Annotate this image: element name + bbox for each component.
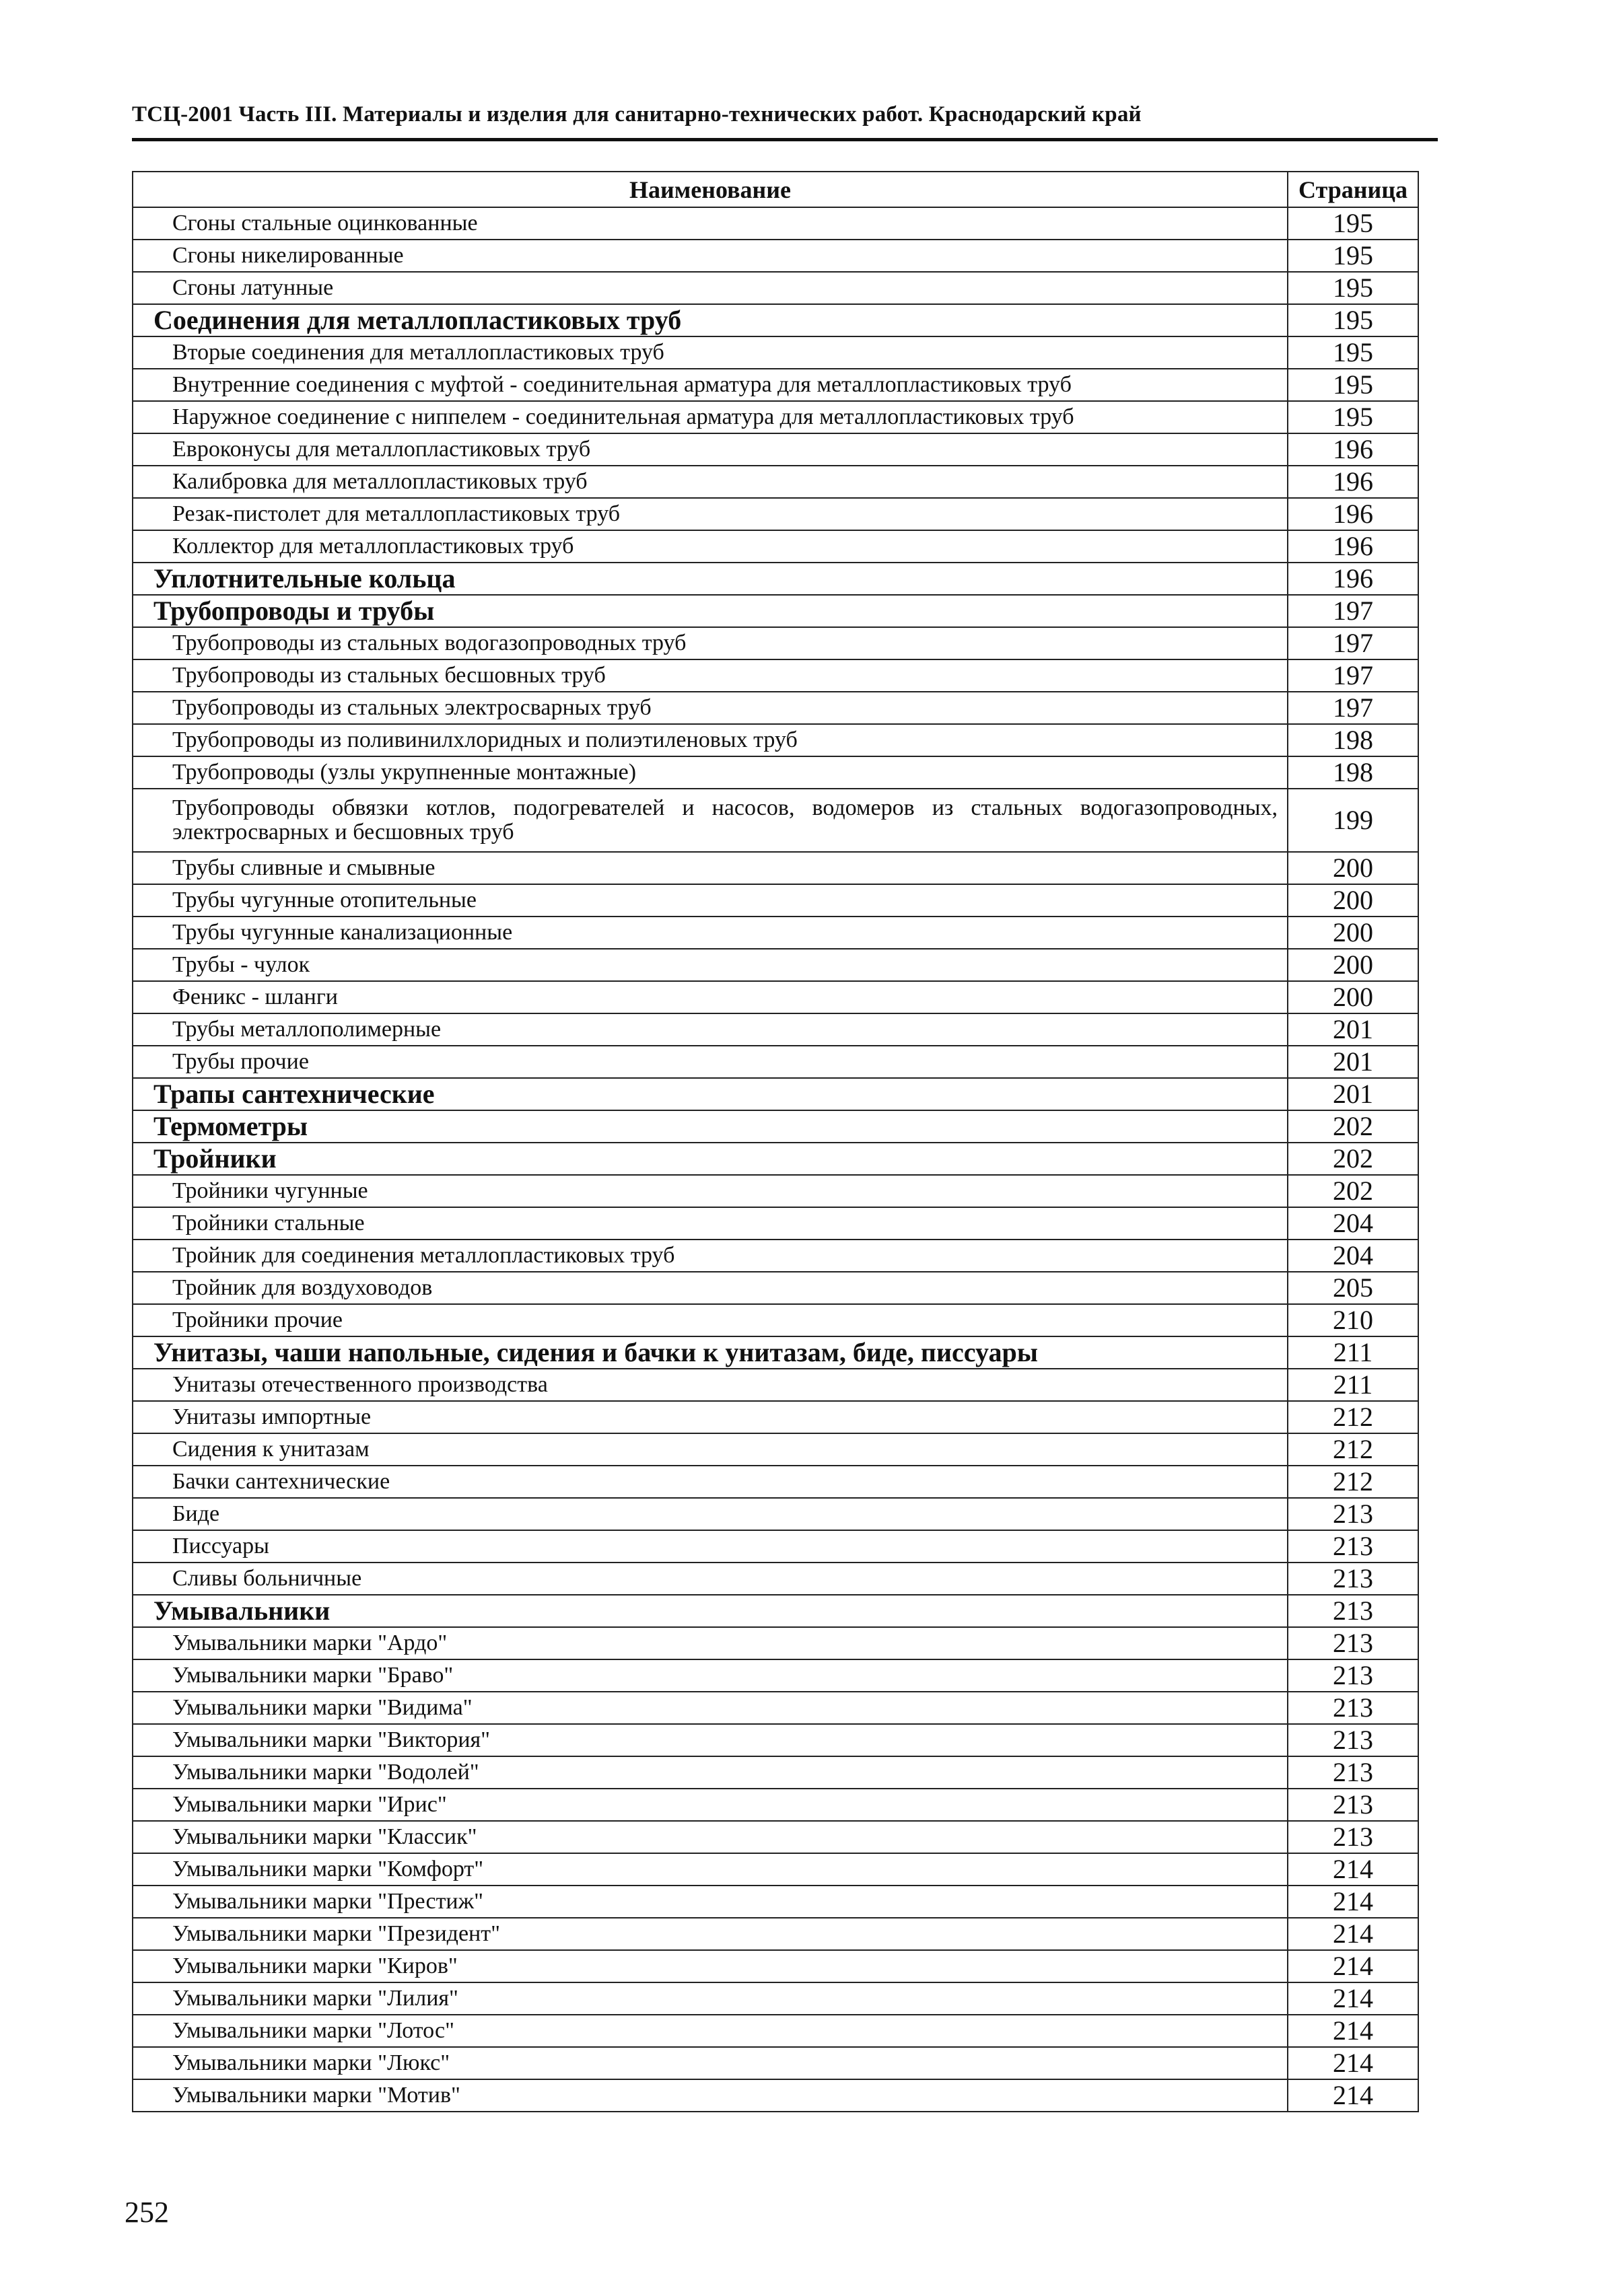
item-name: Трубы прочие [133,1046,1288,1078]
page-ref: 201 [1288,1046,1418,1078]
page-ref: 214 [1288,2015,1418,2047]
item-name: Умывальники марки "Киров" [133,1950,1288,1982]
item-name: Евроконусы для металлопластиковых труб [133,433,1288,466]
table-row [133,884,1418,917]
table-row [133,1982,1418,2015]
page-ref: 213 [1288,1530,1418,1563]
item-name: Трубопроводы из стальных водогазопроводных труб [133,627,1288,659]
table-row [133,240,1418,272]
header-rule [132,138,1438,141]
table-row [133,2079,1418,2112]
section-title: Трапы сантехнические [133,1078,1288,1110]
item-name: Умывальники марки "Престиж" [133,1886,1288,1918]
item-name: Трубы чугунные отопительные [133,884,1288,917]
page-ref: 211 [1288,1369,1418,1401]
table-row [133,1401,1418,1433]
page-ref: 195 [1288,240,1418,272]
section-title: Тройники [133,1143,1288,1175]
section-row [133,563,1418,595]
section-title: Уплотнительные кольца [133,563,1288,595]
item-name: Трубы сливные и смывные [133,852,1288,884]
page-ref: 195 [1288,207,1418,240]
section-title: Термометры [133,1110,1288,1143]
item-name: Тройник для соединения металлопластиковых труб [133,1240,1288,1272]
page-ref: 202 [1288,1110,1418,1143]
page-ref: 202 [1288,1175,1418,1207]
page-ref: 214 [1288,1982,1418,2015]
item-name: Умывальники марки "Президент" [133,1918,1288,1950]
item-name: Феникс - шланги [133,981,1288,1013]
item-name: Умывальники марки "Видима" [133,1692,1288,1724]
item-name: Бачки сантехнические [133,1466,1288,1498]
table-row [133,627,1418,659]
table-row [133,1789,1418,1821]
item-name: Унитазы отечественного производства [133,1369,1288,1401]
table-row [133,272,1418,304]
page-ref: 200 [1288,949,1418,981]
table-row [133,207,1418,240]
item-name: Тройники стальные [133,1207,1288,1240]
table-row [133,852,1418,884]
item-name: Наружное соединение с ниппелем - соединительная арматура для металлопластиковых труб [133,401,1288,433]
page-ref: 200 [1288,981,1418,1013]
item-name: Калибровка для металлопластиковых труб [133,466,1288,498]
page-ref: 196 [1288,433,1418,466]
page-ref: 204 [1288,1207,1418,1240]
table-row [133,1821,1418,1853]
table-row [133,530,1418,563]
table-row [133,498,1418,530]
item-name: Трубы чугунные канализационные [133,917,1288,949]
item-name: Умывальники марки "Комфорт" [133,1853,1288,1886]
table-row [133,1272,1418,1304]
table-row [133,756,1418,789]
page-ref: 201 [1288,1078,1418,1110]
item-name: Резак-пистолет для металлопластиковых труб [133,498,1288,530]
page-ref: 214 [1288,1918,1418,1950]
page-ref: 195 [1288,336,1418,369]
section-title: Трубопроводы и трубы [133,595,1288,627]
item-name: Унитазы импортные [133,1401,1288,1433]
column-header-page: Страница [1288,172,1418,207]
page-ref: 197 [1288,692,1418,724]
table-row [133,1627,1418,1659]
page-ref: 201 [1288,1013,1418,1046]
item-name: Умывальники марки "Ирис" [133,1789,1288,1821]
item-name: Умывальники марки "Водолей" [133,1756,1288,1789]
table-row [133,1240,1418,1272]
item-name: Трубопроводы из стальных бесшовных труб [133,659,1288,692]
page-ref: 197 [1288,627,1418,659]
page-ref: 213 [1288,1563,1418,1595]
table-row [133,949,1418,981]
table-row [133,1756,1418,1789]
page-ref: 213 [1288,1595,1418,1627]
page-ref: 211 [1288,1336,1418,1369]
item-name: Умывальники марки "Лотос" [133,2015,1288,2047]
page-ref: 213 [1288,1756,1418,1789]
table-header-row [133,172,1418,207]
table-row [133,1498,1418,1530]
page-ref: 214 [1288,2047,1418,2079]
table-row [133,1659,1418,1692]
table-row [133,336,1418,369]
page-ref: 212 [1288,1401,1418,1433]
page-ref: 198 [1288,756,1418,789]
page-number: 252 [125,2196,169,2229]
table-row [133,2015,1418,2047]
item-name: Сидения к унитазам [133,1433,1288,1466]
column-header-name: Наименование [133,172,1288,207]
table-row [133,659,1418,692]
section-title: Соединения для металлопластиковых труб [133,304,1288,336]
section-title: Умывальники [133,1595,1288,1627]
page-ref: 214 [1288,2079,1418,2112]
page-ref: 213 [1288,1692,1418,1724]
page-ref: 210 [1288,1304,1418,1336]
table-row [133,1369,1418,1401]
item-name: Умывальники марки "Ардо" [133,1627,1288,1659]
page-ref: 196 [1288,466,1418,498]
section-row [133,1336,1418,1369]
item-name: Писсуары [133,1530,1288,1563]
page-ref: 196 [1288,530,1418,563]
item-name: Умывальники марки "Люкс" [133,2047,1288,2079]
table-row [133,724,1418,756]
section-title: Унитазы, чаши напольные, сидения и бачки к унитазам, биде, писсуары [133,1336,1288,1369]
page-ref: 213 [1288,1627,1418,1659]
item-name: Трубы - чулок [133,949,1288,981]
section-row [133,1143,1418,1175]
page-ref: 197 [1288,595,1418,627]
page-ref: 204 [1288,1240,1418,1272]
item-name: Тройники чугунные [133,1175,1288,1207]
table-row [133,1175,1418,1207]
table-row [133,1950,1418,1982]
table-row [133,1563,1418,1595]
table-row [133,1853,1418,1886]
section-row [133,1078,1418,1110]
table-row [133,981,1418,1013]
page-ref: 198 [1288,724,1418,756]
page-ref: 195 [1288,369,1418,401]
section-row [133,595,1418,627]
table-row [133,1724,1418,1756]
page-ref: 199 [1288,789,1418,852]
table-row [133,1530,1418,1563]
table-row [133,369,1418,401]
page-ref: 195 [1288,272,1418,304]
item-name: Умывальники марки "Мотив" [133,2079,1288,2112]
item-name: Внутренние соединения с муфтой - соединительная арматура для металлопластиковых труб [133,369,1288,401]
item-name: Умывальники марки "Классик" [133,1821,1288,1853]
item-name: Сгоны никелированные [133,240,1288,272]
page-ref: 214 [1288,1950,1418,1982]
page-ref: 213 [1288,1498,1418,1530]
item-name: Трубопроводы (узлы укрупненные монтажные) [133,756,1288,789]
item-name: Трубы металлополимерные [133,1013,1288,1046]
table-row [133,1013,1418,1046]
contents-body [133,207,1418,2112]
table-row [133,2047,1418,2079]
page-ref: 213 [1288,1724,1418,1756]
table-row [133,1304,1418,1336]
item-name: Сливы больничные [133,1563,1288,1595]
page-ref: 205 [1288,1272,1418,1304]
contents-table [132,171,1419,2112]
page-ref: 200 [1288,917,1418,949]
section-row [133,304,1418,336]
table-row [133,917,1418,949]
item-name: Сгоны латунные [133,272,1288,304]
page-ref: 212 [1288,1433,1418,1466]
page-ref: 212 [1288,1466,1418,1498]
table-row [133,466,1418,498]
page-ref: 195 [1288,401,1418,433]
item-name: Умывальники марки "Виктория" [133,1724,1288,1756]
page-ref: 214 [1288,1886,1418,1918]
page-header: ТСЦ-2001 Часть III. Материалы и изделия для санитарно-технических работ. Краснодарский край [132,102,1142,127]
page-ref: 197 [1288,659,1418,692]
section-row [133,1110,1418,1143]
table-row [133,692,1418,724]
table-row [133,1466,1418,1498]
table-row [133,1433,1418,1466]
page-ref: 200 [1288,852,1418,884]
page-ref: 196 [1288,498,1418,530]
item-name: Тройники прочие [133,1304,1288,1336]
table-row [133,433,1418,466]
section-row [133,1595,1418,1627]
page-ref: 202 [1288,1143,1418,1175]
item-name: Трубопроводы из поливинилхлоридных и полиэтиленовых труб [133,724,1288,756]
page-ref: 213 [1288,1659,1418,1692]
table-row [133,1046,1418,1078]
table-row [133,1918,1418,1950]
page-ref: 195 [1288,304,1418,336]
page-ref: 196 [1288,563,1418,595]
item-name: Умывальники марки "Лилия" [133,1982,1288,2015]
table-row [133,1692,1418,1724]
item-name: Вторые соединения для металлопластиковых труб [133,336,1288,369]
page-ref: 213 [1288,1789,1418,1821]
page-ref: 213 [1288,1821,1418,1853]
page-ref: 200 [1288,884,1418,917]
table-row [133,1886,1418,1918]
item-name: Биде [133,1498,1288,1530]
item-name: Умывальники марки "Браво" [133,1659,1288,1692]
item-name: Коллектор для металлопластиковых труб [133,530,1288,563]
table-row [133,401,1418,433]
table-row [133,789,1418,852]
table-row [133,1207,1418,1240]
item-name: Трубопроводы из стальных электросварных труб [133,692,1288,724]
page-ref: 214 [1288,1853,1418,1886]
item-name: Тройник для воздуховодов [133,1272,1288,1304]
item-name: Сгоны стальные оцинкованные [133,207,1288,240]
item-name: Трубопроводы обвязки котлов, подогревателей и насосов, водомеров из стальных водогазопроводных, электросварных и бесшовных труб [133,789,1288,852]
